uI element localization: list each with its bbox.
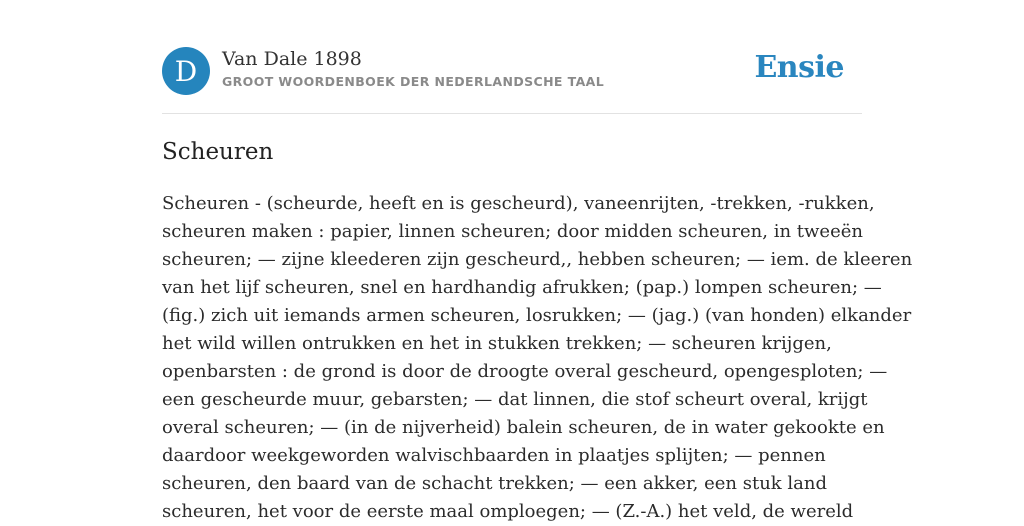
dictionary-header bbox=[162, 46, 862, 96]
definition-line: van het lijf scheuren, snel en hardhandig afrukken; (pap.) lompen scheuren; — bbox=[162, 277, 882, 298]
dictionary-avatar[interactable]: D bbox=[162, 47, 210, 95]
header-divider bbox=[162, 113, 862, 114]
dictionary-titles bbox=[222, 46, 604, 90]
definition-line: een gescheurde muur, gebarsten; — dat linnen, die stof scheurt overal, krijgt bbox=[162, 389, 868, 410]
definition-line: scheuren maken : papier, linnen scheuren; door midden scheuren, in tweeën bbox=[162, 221, 863, 242]
definition-line: overal scheuren; — (in de nijverheid) balein scheuren, de in water gekookte en bbox=[162, 417, 885, 438]
ensie-logo-link[interactable]: Ensie bbox=[754, 50, 844, 85]
definition-line: (fig.) zich uit iemands armen scheuren, losrukken; — (jag.) (van honden) elkander bbox=[162, 305, 912, 326]
dictionary-subtitle: GROOT WOORDENBOEK DER NEDERLANDSCHE TAAL bbox=[222, 74, 605, 89]
definition-line: daardoor weekgeworden walvischbaarden in plaatjes splijten; — pennen bbox=[162, 445, 826, 466]
dictionary-title[interactable]: Van Dale 1898 bbox=[222, 48, 362, 70]
definition-line: scheuren, den baard van de schacht trekken; — een akker, een stuk land bbox=[162, 473, 828, 494]
entry-headword: Scheuren bbox=[162, 139, 274, 165]
entry-definition bbox=[162, 190, 913, 526]
definition-line: scheuren; — zijne kleederen zijn gescheurd,, hebben scheuren; — iem. de kleeren bbox=[162, 249, 913, 270]
definition-line: Scheuren - (scheurde, heeft en is gescheurd), vaneenrijten, -trekken, -rukken, bbox=[162, 193, 875, 214]
definition-line: het wild willen ontrukken en het in stukken trekken; — scheuren krijgen, bbox=[162, 333, 832, 354]
definition-line: scheuren, het voor de eerste maal omploegen; — (Z.-A.) het veld, de wereld bbox=[162, 501, 854, 522]
definition-line: openbarsten : de grond is door de droogte overal gescheurd, opengesploten; — bbox=[162, 361, 888, 382]
